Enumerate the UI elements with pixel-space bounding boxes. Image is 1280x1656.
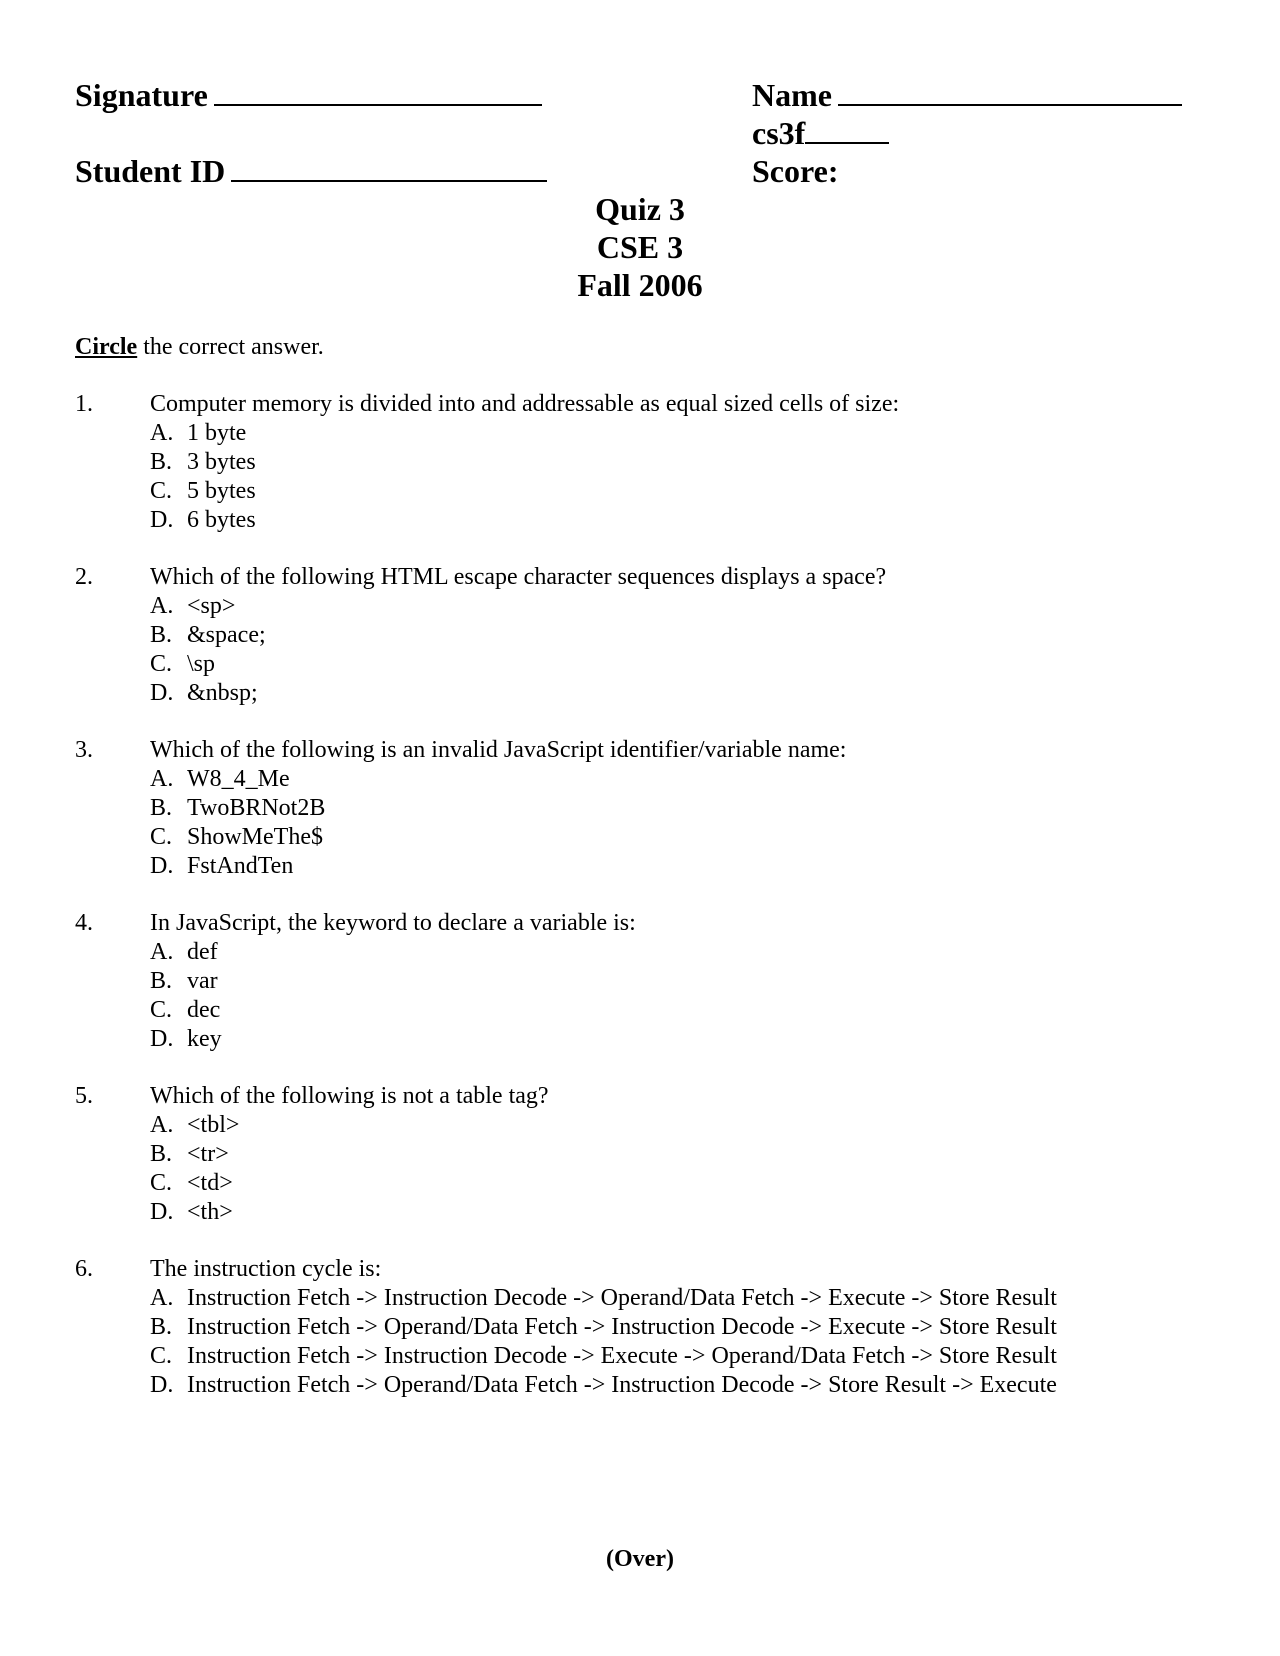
option-text: Instruction Fetch -> Instruction Decode -> Execute -> Operand/Data Fetch -> Store Result: [187, 1343, 1057, 1369]
option-letter: C.: [150, 1170, 173, 1196]
course-title: CSE 3: [596, 229, 684, 265]
option-letter: C.: [150, 651, 173, 677]
option-letter: B.: [150, 1141, 173, 1167]
question-number: 1.: [75, 391, 93, 417]
name-label: Name: [752, 77, 832, 113]
option-text: 3 bytes: [187, 449, 256, 475]
question-text: Computer memory is divided into and addressable as equal sized cells of size:: [150, 391, 900, 417]
option-text: &nbsp;: [187, 680, 258, 706]
question-2: [75, 563, 886, 708]
option-letter: A.: [150, 1285, 174, 1311]
option-letter: D.: [150, 1199, 174, 1225]
option-text: <sp>: [187, 593, 236, 619]
question-5: [75, 1082, 549, 1227]
section-label: cs3f: [752, 115, 806, 151]
option-a[interactable]: [150, 592, 886, 621]
option-c[interactable]: [150, 996, 636, 1025]
option-d[interactable]: [150, 1025, 636, 1054]
option-a[interactable]: [150, 938, 636, 967]
option-text: \sp: [187, 651, 216, 677]
option-text: 5 bytes: [187, 478, 256, 504]
option-text: <tbl>: [187, 1112, 240, 1138]
option-text: <tr>: [187, 1141, 229, 1167]
question-text: Which of the following is not a table tag?: [150, 1083, 549, 1109]
question-number: 2.: [75, 564, 93, 590]
option-text: dec: [187, 997, 221, 1023]
option-b[interactable]: [150, 794, 846, 823]
option-text: FstAndTen: [187, 853, 294, 879]
option-text: def: [187, 939, 218, 965]
option-a[interactable]: [150, 1284, 1057, 1313]
instructions: [75, 332, 324, 362]
option-a[interactable]: [150, 1111, 549, 1140]
option-text: Instruction Fetch -> Instruction Decode -> Operand/Data Fetch -> Execute -> Store Result: [187, 1285, 1057, 1311]
option-text: 1 byte: [187, 420, 247, 446]
question-text: In JavaScript, the keyword to declare a variable is:: [150, 910, 636, 936]
option-letter: A.: [150, 1112, 174, 1138]
option-b[interactable]: [150, 448, 899, 477]
option-text: Instruction Fetch -> Operand/Data Fetch -> Instruction Decode -> Store Result -> Execute: [187, 1372, 1057, 1398]
option-d[interactable]: [150, 679, 886, 708]
option-text: TwoBRNot2B: [187, 795, 326, 821]
question-number: 4.: [75, 910, 93, 936]
question-number: 6.: [75, 1256, 93, 1282]
option-c[interactable]: [150, 650, 886, 679]
quiz-title-block: [0, 190, 1280, 304]
page-footer: (Over): [606, 1546, 674, 1572]
option-letter: B.: [150, 449, 173, 475]
question-text: Which of the following HTML escape character sequences displays a space?: [150, 564, 887, 590]
option-d[interactable]: [150, 1198, 549, 1227]
option-letter: A.: [150, 939, 174, 965]
option-letter: C.: [150, 824, 173, 850]
question-4: [75, 909, 636, 1054]
option-letter: D.: [150, 507, 174, 533]
option-a[interactable]: [150, 419, 899, 448]
option-letter: D.: [150, 1372, 174, 1398]
option-letter: B.: [150, 795, 173, 821]
section-field[interactable]: [752, 114, 889, 152]
question-text: The instruction cycle is:: [150, 1256, 382, 1282]
option-b[interactable]: [150, 1140, 549, 1169]
student-id-field[interactable]: [75, 152, 547, 190]
name-line[interactable]: [838, 78, 1182, 106]
student-id-line[interactable]: [231, 154, 547, 182]
score-field: [752, 152, 838, 190]
option-letter: C.: [150, 1343, 173, 1369]
option-letter: D.: [150, 680, 174, 706]
option-letter: A.: [150, 766, 174, 792]
term-title: Fall 2006: [577, 267, 703, 303]
option-b[interactable]: [150, 621, 886, 650]
option-text: Instruction Fetch -> Operand/Data Fetch -> Instruction Decode -> Execute -> Store Result: [187, 1314, 1057, 1340]
signature-label: Signature: [75, 77, 208, 113]
option-letter: B.: [150, 1314, 173, 1340]
question-number: 3.: [75, 737, 93, 763]
option-letter: A.: [150, 420, 174, 446]
option-letter: C.: [150, 478, 173, 504]
question-1: [75, 390, 899, 535]
option-c[interactable]: [150, 1342, 1057, 1371]
option-b[interactable]: [150, 967, 636, 996]
option-text: ShowMeThe$: [187, 824, 323, 850]
option-text: 6 bytes: [187, 507, 256, 533]
option-letter: B.: [150, 622, 173, 648]
quiz-title: Quiz 3: [595, 191, 685, 227]
option-text: <th>: [187, 1199, 233, 1225]
option-text: W8_4_Me: [187, 766, 290, 792]
question-number: 5.: [75, 1083, 93, 1109]
option-b[interactable]: [150, 1313, 1057, 1342]
student-id-label: Student ID: [75, 153, 226, 189]
option-text: <td>: [187, 1170, 233, 1196]
instructions-text: the correct answer.: [137, 334, 324, 360]
option-a[interactable]: [150, 765, 846, 794]
signature-field[interactable]: [75, 76, 542, 114]
option-c[interactable]: [150, 477, 899, 506]
instructions-keyword: Circle: [75, 334, 138, 360]
option-c[interactable]: [150, 823, 846, 852]
option-letter: A.: [150, 593, 174, 619]
option-d[interactable]: [150, 506, 899, 535]
option-c[interactable]: [150, 1169, 549, 1198]
option-letter: B.: [150, 968, 173, 994]
option-text: var: [187, 968, 218, 994]
option-text: key: [187, 1026, 222, 1052]
section-line[interactable]: [805, 116, 889, 144]
question-text: Which of the following is an invalid JavaScript identifier/variable name:: [150, 737, 847, 763]
option-d[interactable]: [150, 1371, 1057, 1400]
score-label: Score:: [752, 153, 839, 189]
question-3: [75, 736, 846, 881]
option-d[interactable]: [150, 852, 846, 881]
option-letter: D.: [150, 1026, 174, 1052]
signature-line[interactable]: [214, 78, 542, 106]
option-letter: C.: [150, 997, 173, 1023]
option-text: &space;: [187, 622, 266, 648]
question-6: [75, 1255, 1057, 1400]
option-letter: D.: [150, 853, 174, 879]
name-field[interactable]: [752, 76, 1182, 114]
